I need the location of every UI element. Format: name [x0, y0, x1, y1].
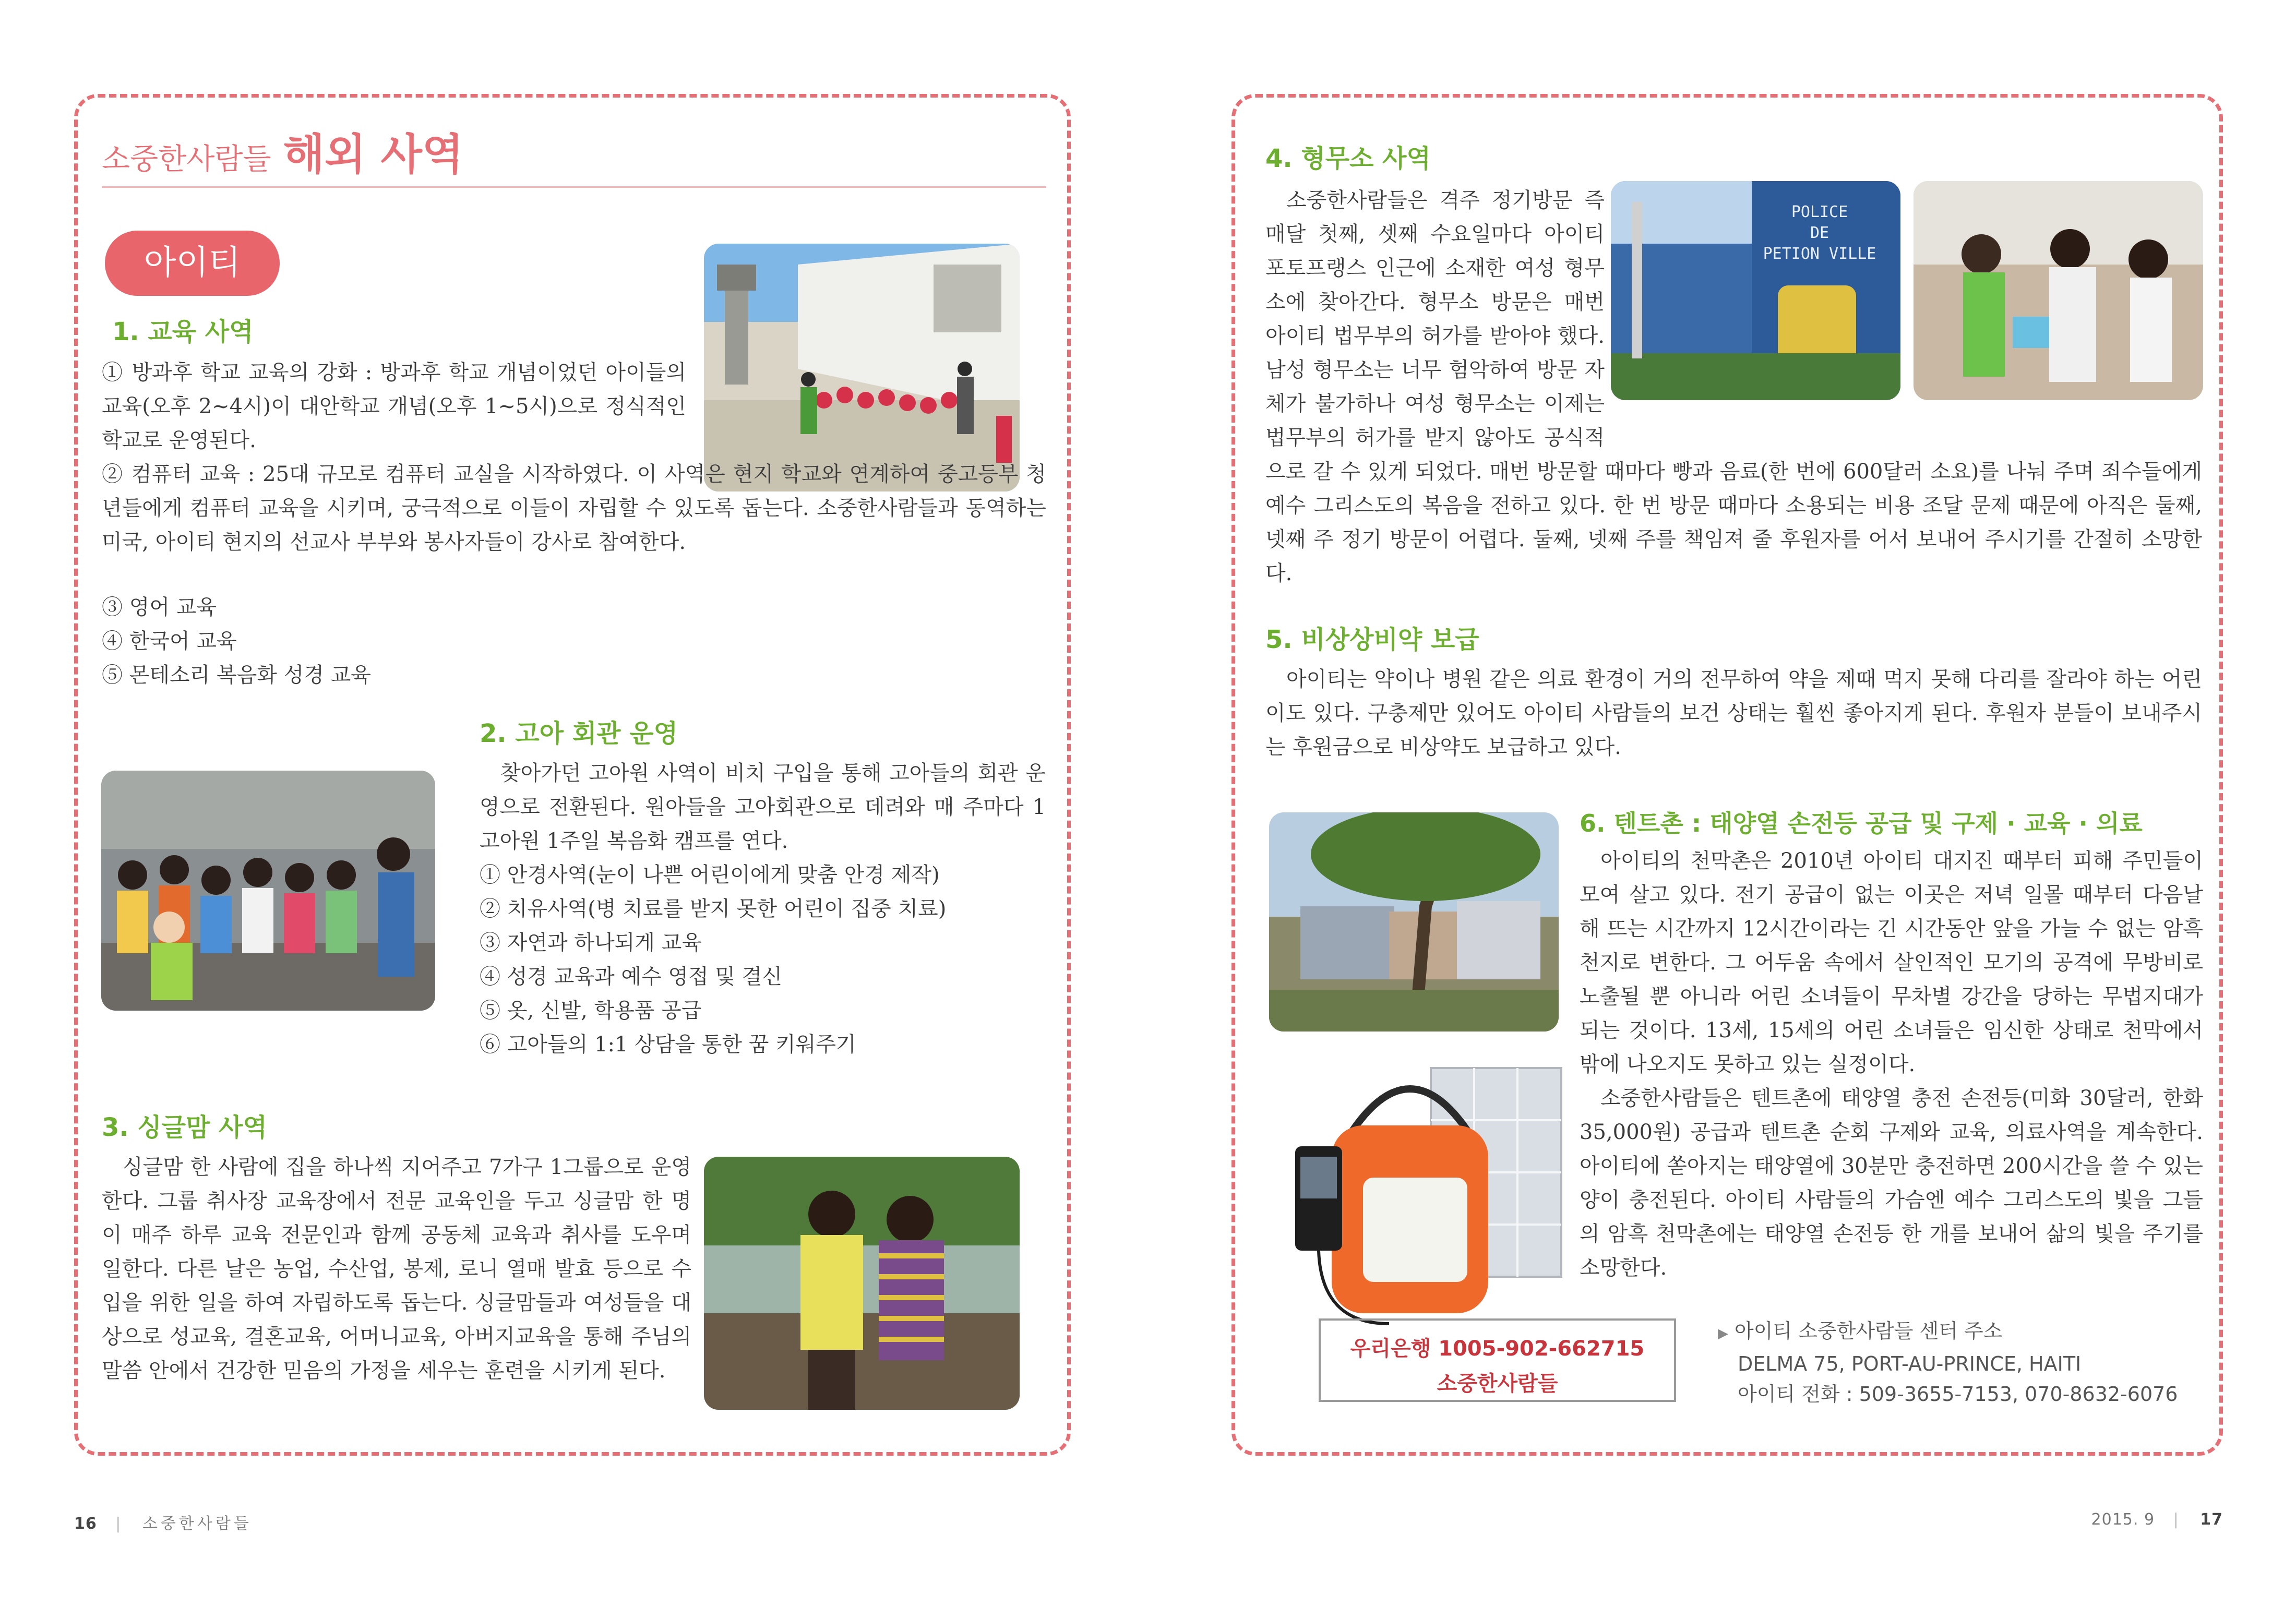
header-divider: [102, 186, 1046, 188]
list-item: ③ 영어 교육: [102, 595, 217, 619]
folio-org: 소중한사람들: [142, 1515, 252, 1533]
section-tent-city: [1580, 805, 2203, 1285]
solar-lantern-photo: [1285, 1052, 1566, 1345]
country-badge: 아이티: [105, 231, 280, 296]
page-header: [102, 121, 464, 179]
right-page-panel: [1231, 94, 2223, 1456]
right-folio: [2091, 1510, 2223, 1529]
school-children-photo: [704, 244, 1020, 491]
section-prison: [1265, 138, 2202, 179]
triangle-bullet-icon: ▶: [1718, 1326, 1728, 1341]
police-sign-text: POLICE DE PETION VILLE: [1763, 203, 1876, 263]
section-tent-city-title: 6. 텐트촌 : 태양열 손전등 공급 및 구제 · 교육 · 의료: [1580, 809, 2143, 837]
section-single-mom: [102, 1107, 697, 1388]
tent-city-photo: [1269, 812, 1559, 1032]
section-single-mom-title: 3. 싱글맘 사역: [102, 1113, 267, 1142]
address-title: 아이티 소중한사람들 센터 주소: [1735, 1320, 2003, 1342]
section-education-list-rest: [102, 591, 686, 692]
center-address: [1718, 1316, 2187, 1409]
section-prison-title: 4. 형무소 사역: [1265, 144, 1431, 173]
section-medicine-title: 5. 비상상비약 보급: [1265, 625, 1479, 654]
folio-divider: |: [2173, 1510, 2182, 1529]
list-item: ⑤ 몬테소리 복음화 성경 교육: [102, 663, 371, 687]
page-number-right: 17: [2200, 1510, 2223, 1529]
left-page-panel: [74, 94, 1071, 1456]
bank-account-holder: 소중한사람들: [1437, 1372, 1558, 1396]
left-folio: [74, 1510, 252, 1533]
list-item: ④ 성경 교육과 예수 영접 및 결신: [480, 965, 782, 989]
section-orphanage-title: 2. 고아 회관 운영: [480, 719, 678, 748]
folio-date: 2015. 9: [2091, 1510, 2155, 1529]
header-title: 해외 사역: [283, 130, 464, 179]
list-item: ④ 한국어 교육: [102, 629, 237, 653]
bank-account-number: 우리은행 1005-902-662715: [1350, 1337, 1645, 1361]
section-medicine: [1265, 619, 2202, 764]
section-education-title: 1. 교육 사역: [112, 317, 254, 346]
prison-float-spacer: [1605, 184, 2202, 445]
list-item: ① 안경사역(눈이 나쁜 어린이에게 맞춤 안경 제작): [480, 863, 940, 887]
single-moms-photo: [704, 1157, 1020, 1410]
section-orphanage: [480, 713, 1048, 1062]
orphans-group-photo: [101, 771, 435, 1011]
section-orphanage-intro: 찾아가던 고아원 사역이 비치 구입을 통해 고아들의 회관 운영으로 전환된다. 원아들을 고아회관으로 데려와 매 주마다 1고아원 1주일 복음화 캠프를 연다.: [480, 761, 1046, 853]
section-tent-city-p2: 소중한사람들은 텐트촌에 태양열 충전 손전등(미화 30달러, 한화 35,000원) 공급과 텐트촌 순회 구제와 교육, 의료사역을 계속한다. 아이티에 쏟아지는 태양열에 30분만 충전하면 200시간을 쓸 수 있는 양이 충전된다. 아이티 사람들의 가슴엔 예수 그리스도의 빛을 그들의 암흑 천막촌에는 태양열 손전등 한 개를 보내어 삶의 빛을 주기를 소망한다.: [1580, 1086, 2203, 1280]
folio-divider: |: [115, 1515, 124, 1533]
section-education-item-1: ① 방과후 학교 교육의 강화 : 방과후 학교 개념이었던 아이들의 교육(오후 2~4시)이 대안학교 개념(오후 1~5시)으로 정식적인 학교로 운영된다.: [102, 361, 686, 452]
section-tent-city-p1: 아이티의 천막촌은 2010년 아이티 대지진 때부터 피해 주민들이 모여 살고 있다. 전기 공급이 없는 이곳은 저녁 일몰 때부터 다음날 해 뜨는 시간까지 12시간이라는 긴 시간동안 앞을 가늘 수 없는 암흑천지로 변한다. 그 어두움 속에서 살인적인 모기의 공격에 무방비로 노출될 뿐 아니라 어린 소녀들이 무차별 강간을 당하는 무법지대가 되는 것이다. 13세, 15세의 어린 소녀들은 임신한 상태로 천막에서 밖에 나오지도 못하고 있는 실정이다.: [1580, 849, 2203, 1076]
address-line: DELMA 75, PORT-AU-PRINCE, HAITI: [1738, 1352, 2082, 1375]
bank-account-box: [1319, 1318, 1676, 1402]
section-medicine-body: 아이티는 약이나 병원 같은 의료 환경이 거의 전무하여 약을 제때 먹지 못해 다리를 잘라야 하는 어린이도 있다. 구충제만 있어도 아이티 사람들의 보건 상태는 훨씬 좋아지게 된다. 후원자 분들이 보내주시는 후원금으로 비상약도 보급하고 있다.: [1265, 667, 2202, 759]
section-prison-body: [1265, 184, 2202, 591]
section-prison-body-text: 소중한사람들은 격주 정기방문 즉 매달 첫째, 셋째 수요일마다 아이티 포토프랭스 인근에 소재한 여성 형무소에 찾아간다. 형무소 방문은 매번 아이티 법무부의 허가를 받아야 했다. 남성 형무소는 너무 험악하여 방문 자체가 불가하나 여성 형무소는 이제는 법무부의 허가를 받지 않아도 공식적으로 갈 수 있게 되었다. 매번 방문할 때마다 빵과 음료(한 번에 600달러 소요)를 나눠 주며 죄수들에게 예수 그리스도의 복음을 전하고 있다. 한 번 방문 때마다 소용되는 비용 조달 문제 때문에 아직은 둘째, 넷째 주 정기 방문이 어렵다. 둘째, 넷째 주를 책임져 줄 후원자를 어서 보내어 주시기를 간절히 소망한다.: [1265, 188, 2202, 585]
list-item: ③ 자연과 하나되게 교육: [480, 931, 702, 955]
section-education: [102, 311, 689, 355]
list-item: ⑥ 고아들의 1:1 상담을 통한 꿈 키워주기: [480, 1033, 856, 1057]
section-education-item-2-text: ② 컴퓨터 교육 : 25대 규모로 컴퓨터 교실을 시작하였다. 이 사역은 현지 학교와 연계하여 중고등부 청년들에게 컴퓨터 교육을 시키며, 궁극적으로 이들이 자립할 수 있도록 돕는다. 소중한사람들과 동역하는 미국, 아이티 현지의 선교사 부부와 봉사자들이 강사로 참여한다.: [102, 462, 1046, 554]
header-org-name: 소중한사람들: [102, 142, 271, 176]
section-single-mom-body: 싱글맘 한 사람에 집을 하나씩 지어주고 7가구 1그룹으로 운영한다. 그룹 취사장 교육장에서 전문 교육인을 두고 싱글맘 한 명이 매주 하루 교육 전문인과 함께 공동체 교육과 취사를 도우며 일한다. 다른 날은 농업, 수산업, 봉제, 로니 열매 발효 등으로 수입을 위한 일을 하여 자립하도록 돕는다. 싱글맘들과 여성들을 대상으로 성교육, 결혼교육, 어머니교육, 아버지교육을 통해 주님의 말씀 안에서 건강한 믿음의 가정을 세우는 훈련을 시키게 된다.: [102, 1155, 691, 1383]
address-phone: 아이티 전화 : 509-3655-7153, 070-8632-6076: [1738, 1383, 2178, 1406]
list-item: ② 치유사역(병 치료를 받지 못한 어린이 집중 치료): [480, 897, 947, 921]
page-number-left: 16: [74, 1515, 97, 1533]
list-item: ⑤ 옷, 신발, 학용품 공급: [480, 999, 702, 1023]
